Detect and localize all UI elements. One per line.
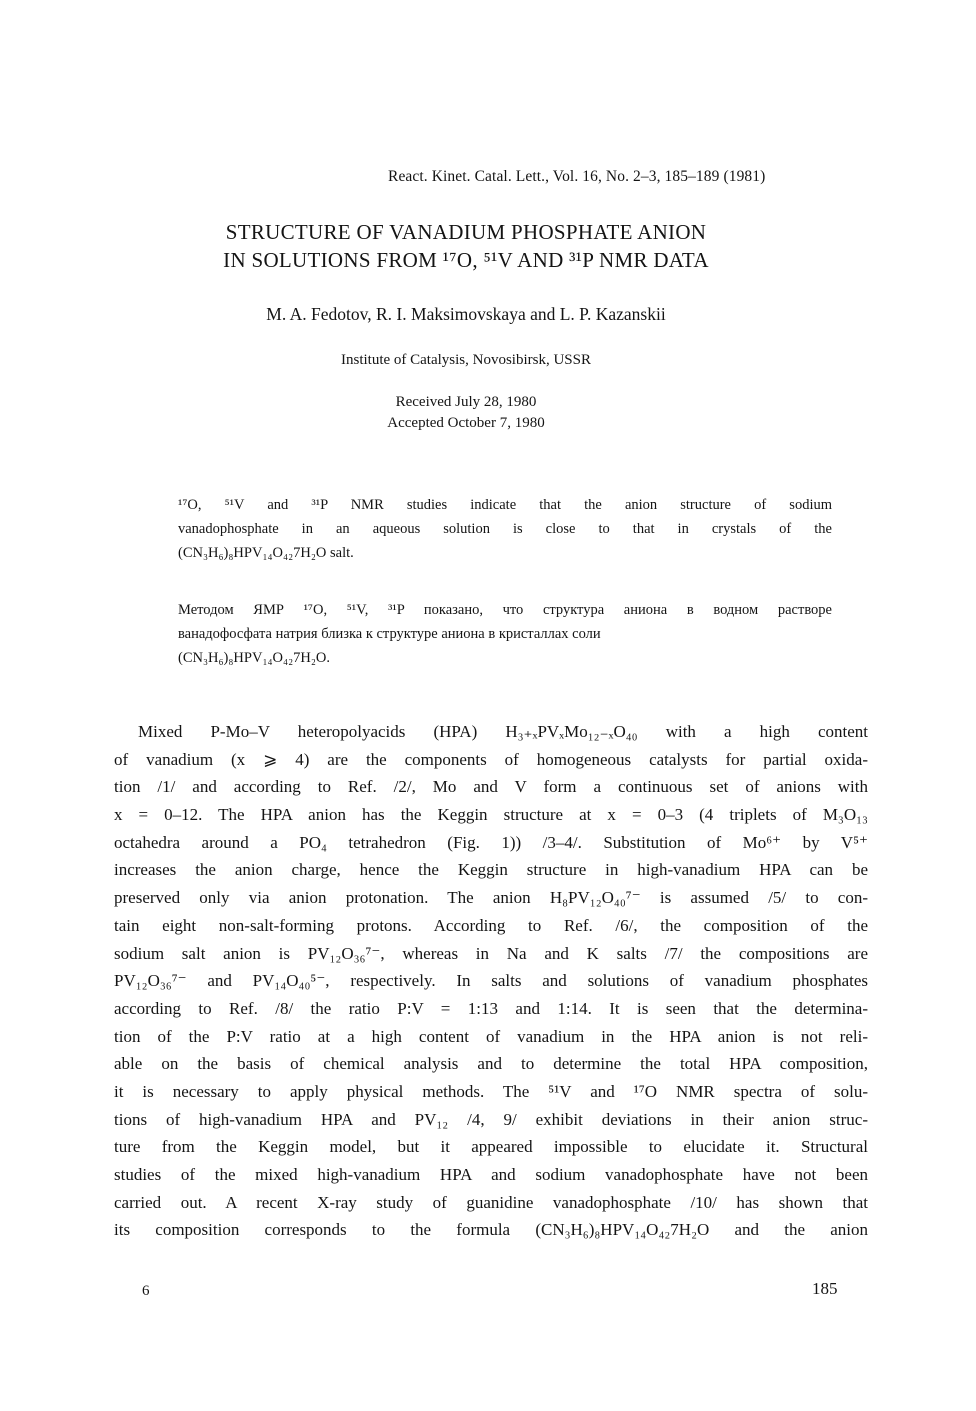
- institution: Institute of Catalysis, Novosibirsk, USSR: [340, 352, 591, 368]
- abstract-line: Методом ЯМР ¹⁷O, ⁵¹V, ³¹P показано, что структура аниона в водном растворе: [178, 602, 832, 618]
- authors: M. A. Fedotov, R. I. Maksimovskaya and L. P. Kazanskii: [266, 304, 666, 324]
- abstract-english: [178, 497, 832, 569]
- abstract-line: vanadophosphate in an aqueous solution is close to that in crystals of the: [178, 521, 832, 537]
- body-line: its composition corresponds to the formula (CN₃H₆)₈HPV₁₄O₄₂7H₂O and the anion: [114, 1220, 868, 1240]
- body-line: PV₁₂O₃₆⁷⁻ and PV₁₄O₄₀⁵⁻, respectively. In salts and solutions of vanadium phosphates: [114, 971, 868, 991]
- body-line: according to Ref. /8/ the ratio P:V = 1:13 and 1:14. It is seen that the determina-: [114, 998, 868, 1018]
- body-line: able on the basis of chemical analysis and to determine the total HPA composition,: [114, 1054, 868, 1074]
- body-line: tion of the P:V ratio at a high content of vanadium in the HPA anion is not reli-: [114, 1026, 868, 1046]
- body-text: [114, 718, 868, 1244]
- body-line: it is necessary to apply physical methods. The ⁵¹V and ¹⁷O NMR spectra of solu-: [114, 1081, 868, 1101]
- body-line: tion /1/ and according to Ref. /2/, Mo and V form a continuous set of anions with: [114, 777, 868, 797]
- title-line-1: STRUCTURE OF VANADIUM PHOSPHATE ANION: [225, 220, 707, 244]
- abstract-russian: [178, 602, 832, 674]
- body-line: ture from the Keggin model, but it appeared impossible to elucidate it. Structural: [114, 1137, 868, 1157]
- body-line: preserved only via anion protonation. The anion H₈PV₁₂O₄₀⁷⁻ is assumed /5/ to con-: [114, 888, 868, 908]
- accepted-date: Accepted October 7, 1980: [387, 415, 545, 431]
- title-line-2: IN SOLUTIONS FROM ¹⁷O, ⁵¹V AND ³¹P NMR DATA: [223, 248, 709, 272]
- abstract-line: ванадофосфата натрия близка к структуре аниона в кристаллах соли: [178, 626, 601, 642]
- body-line: studies of the mixed high-vanadium HPA and sodium vanadophosphate have not been: [114, 1165, 868, 1184]
- body-line: carried out. A recent X-ray study of guanidine vanadophosphate /10/ has shown that: [114, 1192, 868, 1212]
- body-line: tions of high-vanadium HPA and PV₁₂ /4, 9/ exhibit deviations in their anion struc-: [114, 1109, 868, 1129]
- body-line: octahedra around a PO₄ tetrahedron (Fig. 1)) /3–4/. Substitution of Mo⁶⁺ by V⁵⁺: [114, 832, 868, 852]
- body-line: sodium salt anion is PV₁₂O₃₆⁷⁻, whereas in Na and K salts /7/ the compositions are: [114, 943, 868, 963]
- abstract-line: ¹⁷O, ⁵¹V and ³¹P NMR studies indicate that the anion structure of sodium: [178, 497, 832, 513]
- received-date: Received July 28, 1980: [395, 394, 537, 410]
- body-line: of vanadium (x ⩾ 4) are the components of homogeneous catalysts for partial oxida-: [114, 749, 868, 769]
- body-line: x = 0–12. The HPA anion has the Keggin structure at x = 0–3 (4 triplets of M₃O₁₃: [114, 805, 868, 825]
- signature-mark: 6: [142, 1283, 150, 1299]
- body-line: increases the anion charge, hence the Keggin structure in high-vanadium HPA can be: [114, 860, 868, 880]
- journal-reference: React. Kinet. Catal. Lett., Vol. 16, No. 2–3, 185–189 (1981): [388, 168, 766, 185]
- body-line: tain eight non-salt-forming protons. According to Ref. /6/, the composition of the: [114, 915, 868, 935]
- body-line: Mixed P-Mo–V heteropolyacids (HPA) H₃₊ₓPVₓMo₁₂₋ₓO₄₀ with a high content: [138, 722, 868, 741]
- abstract-line: (CN₃H₆)₈HPV₁₄O₄₂7H₂O salt.: [178, 545, 354, 561]
- abstract-line: (CN₃H₆)₈HPV₁₄O₄₂7H₂O.: [178, 650, 331, 666]
- page-number: 185: [812, 1279, 838, 1298]
